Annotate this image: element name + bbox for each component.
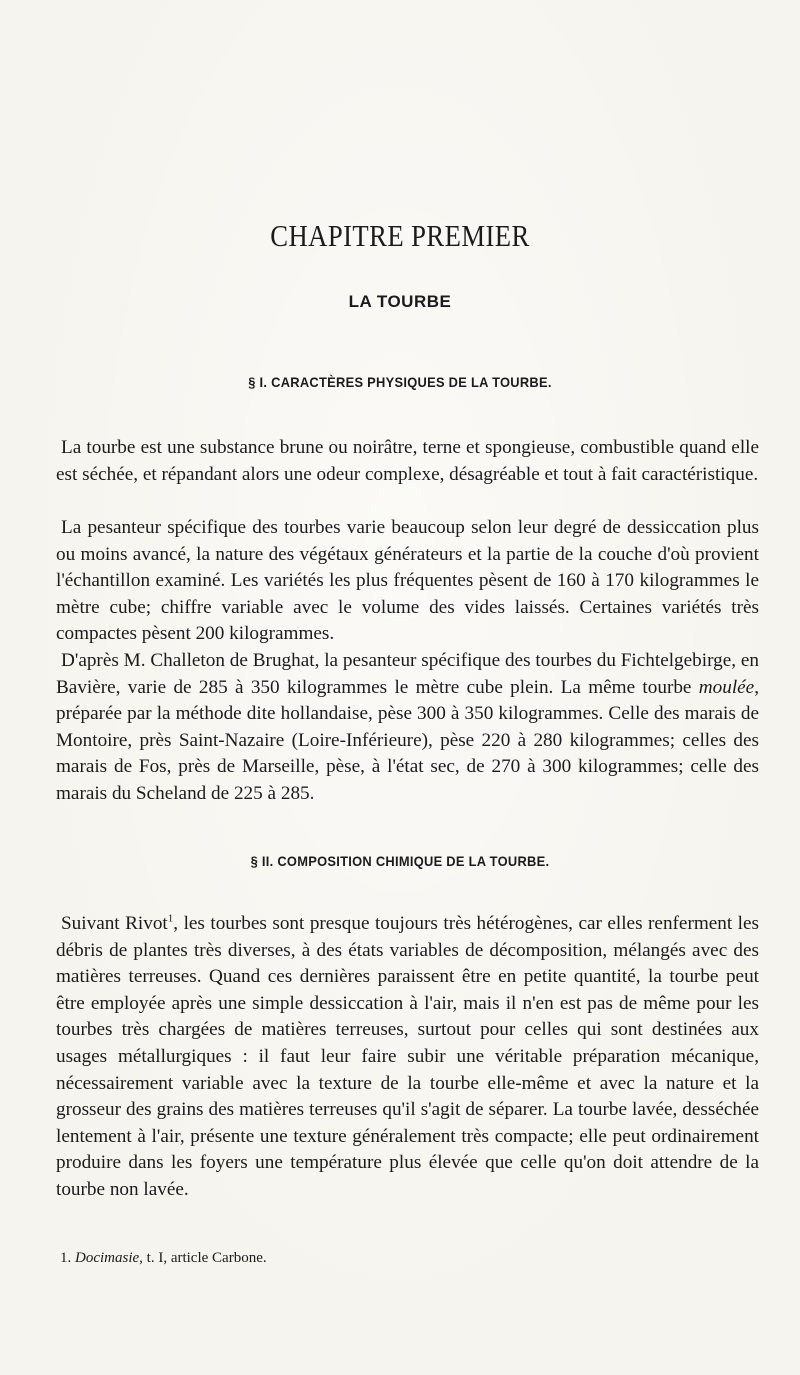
section-heading-1: § I. CARACTÈRES PHYSIQUES DE LA TOURBE. [248,374,552,390]
paragraph-4-rest: , les tourbes sont presque toujours très hétérogènes, car elles renferment les débris de plantes très diverses, à des états variables de décomposition, mélangés avec des matières terreuses. Quand ces dernières paraissent être en petite quantité, la tourbe peut être employée après une simple dessiccation à l'air, mais il n'en est pas de même pour les tourbes très chargées de matières terreuses, surtout pour celles qui sont destinées aux usages métallurgiques : il faut leur faire subir une véritable préparation mécanique, nécessairement variable avec la texture de la tourbe elle-même et avec la nature et la grosseur des grains des matières terreuses qu'il s'agit de séparer. La tourbe lavée, desséchée lentement à l'air, présente une texture généralement très compacte; elle peut ordinairement produire dans les foyers une température plus élevée que celle qu'on doit attendre de la tourbe non lavée. [56,913,759,1200]
paragraph-1-text: La tourbe est une substance brune ou noirâtre, terne et spongieuse, combustible quand elle est séchée, et répandant alors une odeur complexe, désagréable et tout à fait caractéristique. [56,437,759,485]
paragraph-3-start: D'après M. Challeton de Brughat, la pesanteur spécifique des tourbes du Fichtelgebirge, en Bavière, varie de 285 à 350 kilogrammes le mètre cube plein. La même tourbe [56,650,759,698]
paragraph-3-emphasis: moulée [698,676,755,698]
paragraph-3-text [56,648,759,808]
paragraph-4-text [56,911,759,1204]
chapter-subtitle: LA TOURBE [348,292,452,311]
footnote-rest: , t. I, article Carbone. [139,1250,267,1266]
paragraph-1 [56,435,759,488]
paragraph-4 [56,911,759,1204]
paragraph-4-start: Suivant Rivot [61,913,168,934]
paragraph-3 [56,648,759,808]
footnote-ref: 1 [167,912,174,925]
paragraph-3-end: , préparée par la méthode dite hollandaise, pèse 300 à 350 kilogrammes. Celle des marais de Montoire, près Saint-Nazaire (Loire-Inférieure), pèse 220 à 280 kilogrammes; celles des marais de Fos, près de Marseille, pèse, à l'état sec, de 270 à 300 kilogrammes; celle des marais du Scheland de 225 à 285. [56,676,759,804]
footnote-number: 1. [60,1250,72,1266]
chapter-title: CHAPITRE PREMIER [270,218,530,253]
footnote [60,1250,267,1267]
section-heading-2: § II. COMPOSITION CHIMIQUE DE LA TOURBE. [250,853,550,869]
paragraph-2 [56,515,759,648]
footnote-title: Docimasie [75,1250,140,1266]
paragraph-2-text: La pesanteur spécifique des tourbes varie beaucoup selon leur degré de dessiccation plus ou moins avancé, la nature des végétaux générateurs et la partie de la couche d'où provient l'échantillon examiné. Les variétés les plus fréquentes pèsent de 160 à 170 kilogrammes le mètre cube; chiffre variable avec le volume des vides laissés. Certaines variétés très compactes pèsent 200 kilogrammes. [56,517,759,645]
